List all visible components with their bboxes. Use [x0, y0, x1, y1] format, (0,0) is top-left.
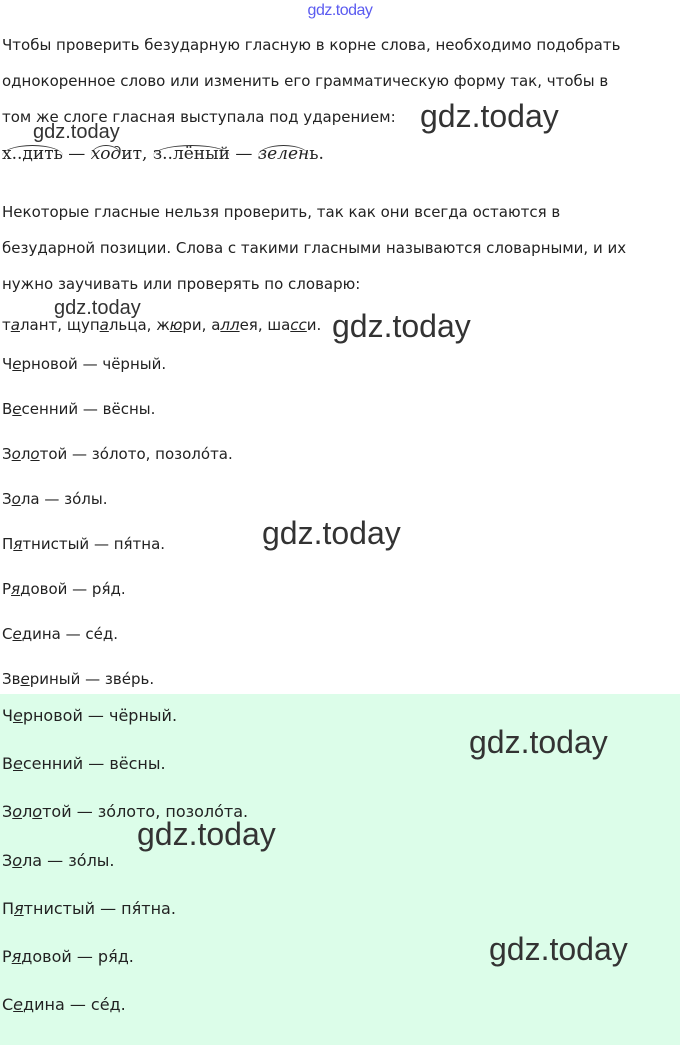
example-word-2: ход — [90, 144, 122, 164]
watermark: gdz.today — [332, 308, 471, 344]
highlighted-row: Рядовой — ря́д. — [2, 947, 134, 966]
highlighted-row: Пятнистый — пя́тна. — [2, 899, 176, 918]
examples-line: х..дить — ходит, з..лёный — зелень. — [2, 144, 324, 164]
highlighted-row: Зола — зо́лы. — [2, 851, 115, 870]
highlighted-row: Весенний — вёсны. — [2, 754, 166, 773]
example-word-1: х..дить — [2, 144, 63, 164]
intro-line-3: том же слоге гласная выступала под ударением: — [2, 108, 396, 126]
example-dash-2: — — [235, 144, 253, 164]
answer-row: Седина — се́д. — [2, 625, 118, 643]
watermark: gdz.today — [54, 297, 141, 319]
answer-row: Пятнистый — пя́тна. — [2, 535, 166, 553]
answer-row: Рядовой — ря́д. — [2, 580, 126, 598]
answer-row: Зола — зо́лы. — [2, 490, 108, 508]
vocab-line-1: Некоторые гласные нельзя проверить, так как они всегда остаются в — [2, 203, 561, 221]
watermark: gdz.today — [33, 121, 120, 143]
top-watermark: gdz.today — [307, 2, 373, 19]
example-word-3: з..лёный — [152, 144, 230, 164]
intro-paragraph — [2, 27, 678, 135]
watermark: gdz.today — [469, 724, 608, 760]
example-dash-1: — — [68, 144, 86, 164]
vocab-words: талант, щупальца, жюри, аллея, шасси. — [2, 316, 322, 334]
vocab-line-3: нужно заучивать или проверять по словарю: — [2, 275, 361, 293]
example-word-4: зелен — [257, 144, 310, 164]
answer-row: Черновой — чёрный. — [2, 355, 167, 373]
vocab-paragraph — [2, 194, 678, 302]
watermark: gdz.today — [137, 816, 276, 852]
answer-row: Золотой — зо́лото, позоло́та. — [2, 445, 233, 463]
highlighted-row: Седина — се́д. — [2, 995, 126, 1014]
highlighted-row: Черновой — чёрный. — [2, 706, 178, 725]
highlighted-row: Золотой — зо́лото, позоло́та. — [2, 802, 249, 821]
watermark: gdz.today — [262, 515, 401, 551]
intro-line-1: Чтобы проверить безударную гласную в корне слова, необходимо подобрать — [2, 36, 621, 54]
vocab-line-2: безударной позиции. Слова с такими гласными называются словарными, и их — [2, 239, 627, 257]
watermark: gdz.today — [420, 98, 559, 134]
intro-line-2: однокоренное слово или изменить его грамматическую форму так, чтобы в — [2, 72, 609, 90]
answer-row: Звериный — звéрь. — [2, 670, 155, 688]
watermark: gdz.today — [489, 931, 628, 967]
answer-row: Весенний — вёсны. — [2, 400, 156, 418]
